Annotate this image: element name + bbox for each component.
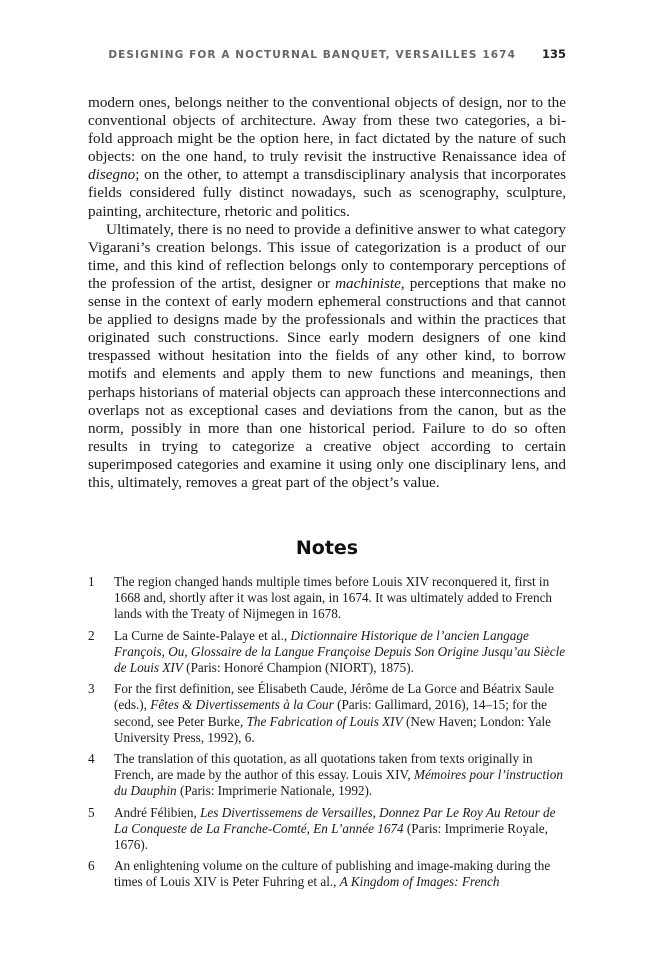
paragraph-text: Ultimately, there is no need to provide a definitive answer to what category Vigarani’s creation belongs. This issue of categorization is a product of our time, and this kind of reflection belongs only to contemporary perceptions of the profession of the artist, designer or — [88, 220, 566, 292]
note-text-run: An enlightening volume on the culture of publishing and image-making during the times of Louis XIV is Peter Fuhring et al., — [114, 858, 551, 890]
body-text — [88, 94, 566, 492]
note-text-run: André Félibien, — [114, 804, 201, 820]
note-text-run: (Paris: Imprimerie Nationale, 1992). — [176, 783, 373, 799]
note-italic-title: Les Divertissemens de Versailles, Donnez Par Le Roy Au Retour de La Conqueste de La Franche-Comté, En L’année 1674 — [114, 804, 556, 836]
note-text-run: For the first definition, see Élisabeth Caude, Jérôme de La Gorce and Béatrix Saule (eds.), — [114, 681, 554, 713]
note-item — [88, 628, 566, 677]
running-head — [88, 47, 566, 61]
italic-term: disegno — [88, 166, 136, 184]
note-text — [114, 574, 566, 623]
note-item — [88, 858, 566, 890]
note-text-run: (Paris: Gallimard, 2016), 14–15; for the second, see Peter Burke, — [114, 697, 547, 729]
note-italic-title: Mémoires pour l’instruction du Dauphin — [114, 767, 563, 799]
note-text-run: The region changed hands multiple times before Louis XIV reconquered it, first in 1668 and, shortly after it was lost again, in 1674. It was ultimately added to French lands with the Treaty of Nijmegen in 1678. — [114, 574, 553, 622]
italic-term: machiniste — [335, 274, 401, 292]
note-text-run: (Paris: Honoré Champion (NIORT), 1875). — [182, 660, 414, 676]
note-number: 3 — [88, 681, 95, 697]
paragraph-text: modern ones, belongs neither to the conventional objects of design, nor to the conventional objects of architecture. Away from these two categories, a bi-fold approach might be the option here, in fact dictated by the nature of such objects: on the one hand, to truly revisit the instructive Renaissance idea of — [88, 94, 566, 166]
note-item — [88, 681, 566, 746]
paragraph-continued — [88, 94, 566, 221]
note-number: 2 — [88, 627, 95, 643]
note-number: 5 — [88, 804, 95, 820]
note-text-run: (New Haven; London: Yale University Press, 1992), 6. — [114, 713, 551, 745]
note-text — [114, 805, 566, 854]
note-text — [114, 628, 566, 677]
note-text — [114, 751, 566, 800]
paragraph-conclusion — [88, 221, 566, 492]
note-italic-title: A Kingdom of Images: French — [339, 874, 500, 890]
note-item — [88, 805, 566, 854]
running-head-title: DESIGNING FOR A NOCTURNAL BANQUET, VERSAILLES 1674 — [108, 49, 516, 61]
note-item — [88, 751, 566, 800]
note-number: 6 — [88, 858, 95, 874]
note-number: 1 — [88, 574, 95, 589]
note-text — [114, 681, 566, 746]
note-item — [88, 574, 566, 623]
note-italic-title: The Fabrication of Louis XIV — [246, 713, 403, 729]
note-text-run: La Curne de Sainte-Palaye et al., — [114, 627, 291, 643]
note-italic-title: Dictionnaire Historique de l’ancien Langage François, Ou, Glossaire de la Langue Françoise Depuis Son Origine Jusqu’au Siècle de Louis XIV — [114, 627, 566, 676]
page-number: 135 — [541, 47, 566, 61]
note-text-run: (Paris: Imprimerie Royale, 1676). — [114, 820, 548, 853]
paragraph-text: , perceptions that make no sense in the context of early modern ephemeral constructions and that cannot be applied to designs made by the professionals and within the practices that originated such constructions. Since early modern designers of one kind trespassed without hesitation into the fields of any other kind, to borrow motifs and elements and apply them to new functions and meanings, then perhaps historians of material objects can approach these interconnections and overlaps not as exceptional cases and deviations from the canon, but as the norm, possibly in more than one historical period. Failure to do so often results in trying to categorize a creative object according to certain superimposed categories and examine it using only one disciplinary lens, and this, ultimately, removes a great part of the object’s value. — [88, 274, 566, 491]
note-italic-title: Fêtes & Divertissements à la Cour — [150, 697, 334, 713]
note-text-run: The translation of this quotation, as all quotations taken from texts originally in French, are made by the author of this essay. Louis XIV, — [114, 751, 533, 783]
notes-list — [88, 574, 566, 896]
notes-heading: Notes — [295, 537, 359, 559]
paragraph-text: ; on the other, to attempt a transdisciplinary analysis that incorporates fields considered fully distinct nowadays, such as scenography, sculpture, painting, architecture, rhetoric and politics. — [88, 166, 566, 220]
note-number: 4 — [88, 751, 95, 767]
note-text — [114, 858, 566, 890]
